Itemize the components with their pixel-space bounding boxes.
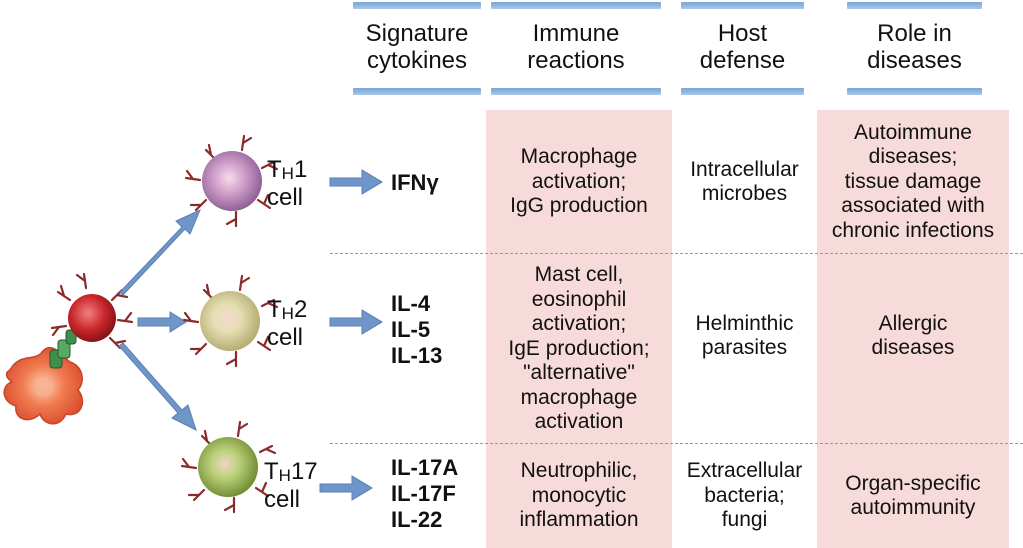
cytokines-th2: IL-4 IL-5 IL-13 — [391, 291, 443, 368]
naive-t-cell-icon — [52, 274, 132, 348]
header-line: diseases — [867, 47, 962, 74]
cell-number: 2 — [293, 296, 308, 323]
host-defense-th17: Extracellular bacteria; fungi — [686, 459, 803, 532]
th1-label — [267, 157, 307, 211]
cell-number: 17 — [290, 458, 318, 485]
immune-reactions-th17: Neutrophilic, monocytic inflammation — [519, 459, 639, 532]
role-in-diseases-th1: Autoimmune diseases; tissue damage associated with chronic infections — [831, 120, 995, 242]
header-line: Host — [717, 20, 768, 47]
cytokines-th17: IL-17A IL-17F IL-22 — [391, 455, 459, 532]
cell-prefix: T — [267, 296, 282, 323]
header-line: reactions — [527, 47, 625, 74]
th17-cell-icon — [182, 422, 275, 512]
cell-word: cell — [267, 184, 304, 211]
th2-label — [267, 297, 307, 351]
th2-cell-icon — [184, 276, 277, 366]
header-line: defense — [699, 47, 786, 74]
cell-prefix: T — [267, 156, 282, 183]
antigen-presenting-cell-icon — [4, 348, 82, 424]
immune-reactions-th2: Mast cell, eosinophil activation; IgE production; "alternative" macrophage activation — [508, 263, 650, 434]
cell-subscript: H — [281, 164, 294, 183]
arrow-icon — [320, 170, 382, 500]
cell-word: cell — [267, 324, 304, 351]
th1-cell-icon — [186, 136, 277, 226]
cell-prefix: T — [264, 458, 279, 485]
header-line: Immune — [532, 20, 620, 47]
role-in-diseases-th2: Allergic diseases — [871, 311, 955, 359]
role-in-diseases-th17: Organ-specific autoimmunity — [845, 471, 981, 519]
cell-subscript: H — [281, 304, 294, 323]
header-line: Signature — [365, 20, 469, 47]
cell-word: cell — [264, 486, 301, 513]
th17-label — [264, 459, 318, 513]
cell-number: 1 — [293, 156, 308, 183]
cell-subscript: H — [278, 466, 291, 485]
cytokines-th1: IFNγ — [391, 170, 439, 195]
immune-reactions-th1: Macrophage activation; IgG production — [510, 145, 648, 218]
host-defense-th1: Intracellular microbes — [690, 157, 799, 205]
host-defense-th2: Helminthic parasites — [695, 311, 794, 359]
header-line: Role in — [877, 20, 952, 47]
header-line: cytokines — [366, 47, 468, 74]
